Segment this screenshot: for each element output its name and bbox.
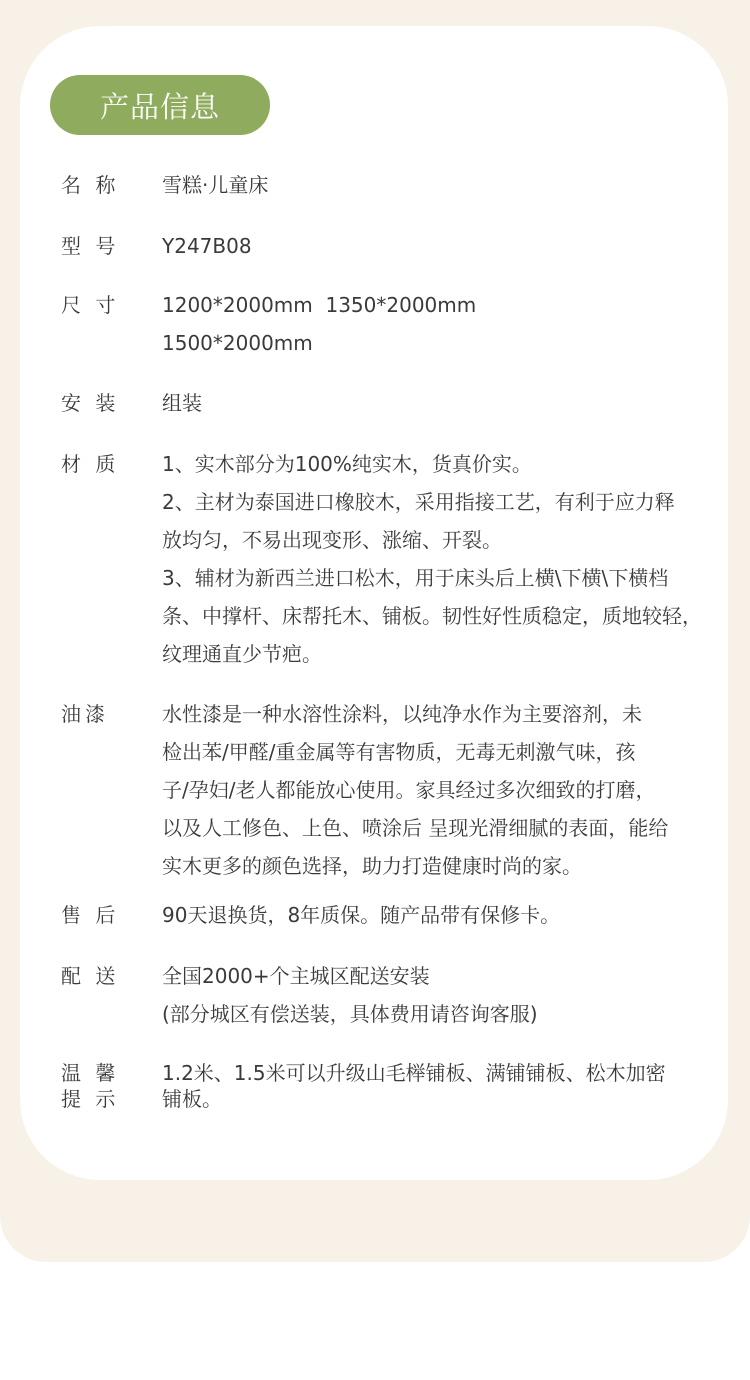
row-value bbox=[162, 286, 702, 362]
value-line: 以及人工修色、上色、喷涂后 呈现光滑细腻的表面，能给 bbox=[162, 816, 669, 840]
value-line: 子/孕妇/老人都能放心使用。家具经过多次细致的打磨， bbox=[162, 778, 656, 802]
value-line: 全国2000+个主城区配送安装 bbox=[162, 964, 430, 988]
row-label: 型 号 bbox=[61, 234, 120, 258]
label-line: 提 示 bbox=[61, 1087, 120, 1111]
row-value bbox=[162, 695, 702, 885]
value-line: 1、实木部分为100%纯实木，货真价实。 bbox=[162, 452, 532, 476]
value-line: 雪糕·儿童床 bbox=[162, 173, 269, 197]
value-line: 3、辅材为新西兰进口松木，用于床头后上横\下横\下横档 bbox=[162, 566, 669, 590]
value-line: Y247B08 bbox=[162, 234, 252, 258]
value-line: 1.2米、1.5米可以升级山毛榉铺板、满铺铺板、松木加密 bbox=[162, 1061, 666, 1085]
value-line: 放均匀，不易出现变形、涨缩、开裂。 bbox=[162, 528, 502, 552]
value-line: 1500*2000mm bbox=[162, 331, 313, 355]
value-line: 组装 bbox=[162, 391, 202, 415]
value-line: 铺板。 bbox=[162, 1087, 222, 1111]
row-value bbox=[162, 445, 702, 673]
value-line: 90天退换货，8年质保。随产品带有保修卡。 bbox=[162, 903, 561, 927]
row-label: 安 装 bbox=[61, 391, 120, 415]
row-label: 材 质 bbox=[61, 452, 120, 476]
value-line: (部分城区有偿送装，具体费用请咨询客服) bbox=[162, 1002, 538, 1026]
section-title: 产品信息 bbox=[50, 75, 270, 135]
row-value bbox=[162, 227, 702, 265]
row-label: 油漆 bbox=[61, 702, 109, 726]
value-line: 条、中撑杆、床帮托木、铺板。韧性好性质稳定，质地较轻， bbox=[162, 604, 702, 628]
value-line: 2、主材为泰国进口橡胶木，采用指接工艺，有利于应力释 bbox=[162, 490, 675, 514]
row-value bbox=[162, 166, 702, 204]
value-line: 实木更多的颜色选择，助力打造健康时尚的家。 bbox=[162, 854, 582, 878]
row-label: 名 称 bbox=[61, 173, 120, 197]
value-line: 1200*2000mm 1350*2000mm bbox=[162, 293, 477, 317]
row-value bbox=[162, 957, 702, 1033]
label-line: 温 馨 bbox=[61, 1061, 120, 1085]
row-label: 配 送 bbox=[61, 964, 120, 988]
row-label bbox=[61, 1060, 141, 1112]
row-label: 售 后 bbox=[61, 903, 120, 927]
row-value bbox=[162, 896, 702, 934]
row-value bbox=[162, 1060, 702, 1112]
value-line: 水性漆是一种水溶性涂料，以纯净水作为主要溶剂，未 bbox=[162, 702, 642, 726]
value-line: 纹理通直少节疤。 bbox=[162, 642, 322, 666]
value-line: 检出苯/甲醛/重金属等有害物质，无毒无刺激气味，孩 bbox=[162, 740, 636, 764]
row-label: 尺 寸 bbox=[61, 293, 120, 317]
row-value bbox=[162, 384, 702, 422]
